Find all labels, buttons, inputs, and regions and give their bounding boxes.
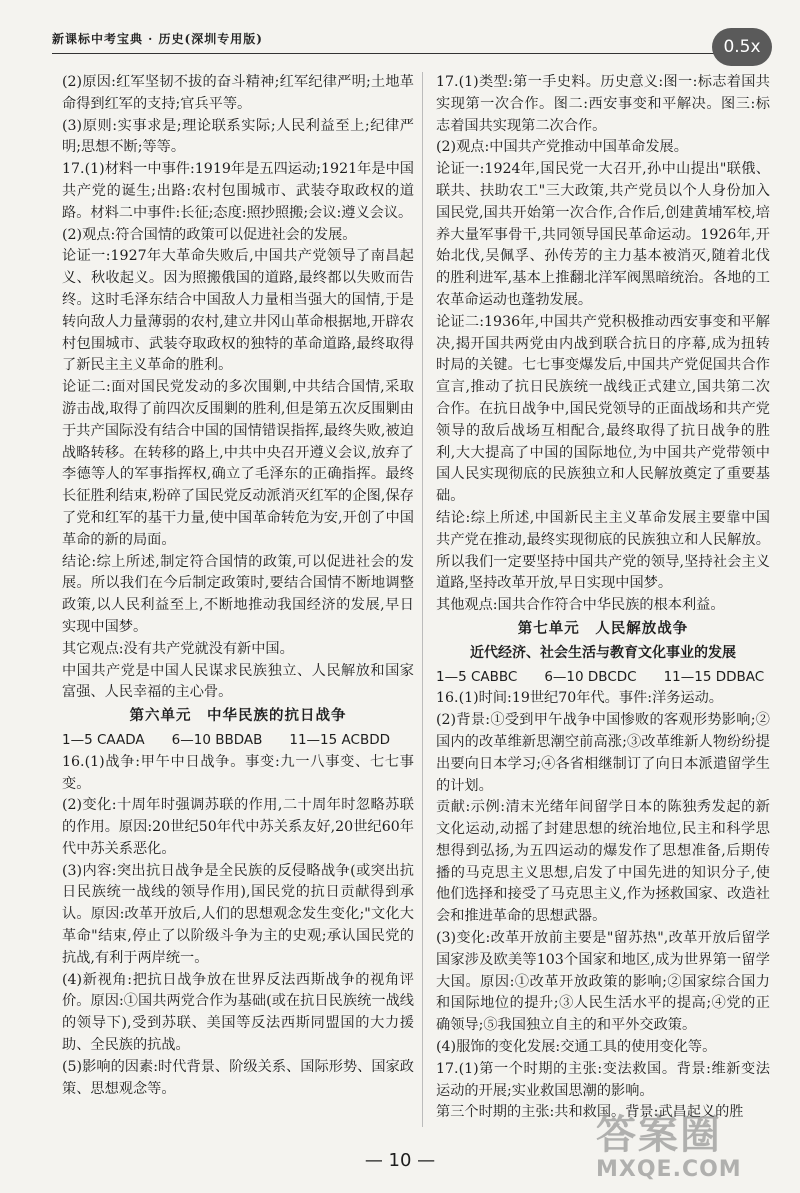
page-number: — 10 — <box>364 1150 436 1171</box>
answer-paragraph: (2)变化:十周年时强调苏联的作用,二十周年时忽略苏联的作用。原因:20世纪50年代中苏关系友好,20世纪60年代中苏关系恶化。 <box>62 797 414 857</box>
answer-paragraph: 16.(1)时间:19世纪70年代。事件:洋务运动。 <box>436 690 723 707</box>
answer-paragraph: (4)服饰的变化发展:交通工具的使用变化等。 <box>436 1039 717 1056</box>
answer-paragraph: 其它观点:没有共产党就没有新中国。 <box>62 640 294 657</box>
answer-paragraph: 论证二:1936年,中国共产党积极推动西安事变和平解决,揭开国共两党由内战到联合抗日的序幕,成为扭转时局的关键。七七事变爆发后,中国共产党促国共合作宣言,推动了抗日民族统一战线正式建立,国共第二次合作。在抗日战争中,国民党领导的正面战场和共产党领导的敌后战场互相配合,最终取得了抗日战争的胜利,大大提高了中国的国际地位,为中国共产党带领中国人民实现彻底的民族独立和人民解放奠定了重要基础。 <box>436 313 770 505</box>
answer-paragraph: 16.(1)战争:甲午中日战争。事变:九一八事变、七七事变。 <box>62 753 414 792</box>
answer-paragraph: 论证一:1924年,国民党一大召开,孙中山提出"联俄、联共、扶助农工"三大政策,共产党员以个人身份加入国民党,国共开始第一次合作,合作后,创建黄埔军校,培养大量军事骨干,共同领导国民革命运动。1926年,开始北伐,吴佩孚、孙传芳的主力基本被消灭,随着北伐的胜利进军,基本上推翻北洋军阀黑暗统治。各地的工农革命运动也蓬勃发展。 <box>436 161 770 308</box>
answer-paragraph: (3)内容:突出抗日战争是全民族的反侵略战争(或突出抗日民族统一战线的领导作用),国民党的抗日贡献得到承认。原因:改革开放后,人们的思想观念发生变化;"文化大革命"结束,停止了以阶级斗争为主的史观;承认国民党的抗战,有利于两岸统一。 <box>62 862 414 966</box>
answer-paragraph: 结论:综上所述,中国新民主主义革命发展主要靠中国共产党在推动,最终实现彻底的民族独立和人民解放。所以我们一定要坚持中国共产党的领导,坚持社会主义道路,坚持改革开放,早日实现中国梦。 <box>436 509 770 592</box>
answer-paragraph: 17.(1)第一个时期的主张:变法救国。背景:维新变法运动的开展;实业救国思潮的影响。 <box>436 1060 770 1099</box>
answer-paragraph: (3)原则:实事求是;理论联系实际;人民利益至上;纪律严明;思想不断;等等。 <box>62 117 414 156</box>
unit-6-choice-answers: 1—5 CAADA 6—10 BBDAB 11—15 ACBDD <box>62 731 390 748</box>
column-divider <box>422 72 423 1127</box>
answer-paragraph: (3)变化:改革开放前主要是"留苏热",改革开放后留学国家涉及欧美等103个国家和地区,成为世界第一留学大国。原因:①改革开放政策的影响;②国家综合国力和国际地位的提升;③人民生活水平的提高;④党的正确领导;⑤我国独立自主的和平外交政策。 <box>436 930 770 1034</box>
playback-speed-button[interactable]: 0.5x <box>712 28 772 66</box>
answer-paragraph: 结论:综上所述,制定符合国情的政策,可以促进社会的发展。所以我们在今后制定政策时,要结合国情不断地调整政策,以人民利益至上,不断地推动我国经济的发展,早日实现中国梦。 <box>62 553 414 635</box>
watermark-url: MXQE.COM <box>596 1157 742 1182</box>
answer-paragraph: 论证二:面对国民党发动的多次围剿,中共结合国情,采取游击战,取得了前四次反围剿的胜利,但是第五次反围剿由于共产国际没有结合中国的国情错误指挥,最终失败,被迫战略转移。在转移的路上,中共中央召开遵义会议,放弃了李德等人的军事指挥权,确立了毛泽东的正确指挥。最终长征胜利结束,粉碎了国民党反动派消灭红军的企图,保存了党和红军的基干力量,使中国革命转危为安,开创了中国革命的新的局面。 <box>62 379 414 548</box>
unit-6-title: 第六单元 中华民族的抗日战争 <box>129 708 347 725</box>
answer-paragraph: 其他观点:国共合作符合中华民族的根本利益。 <box>436 597 725 614</box>
header-rule <box>52 53 752 54</box>
watermark-brand: 答案圈 <box>596 1112 722 1158</box>
answer-paragraph: (2)背景:①受到甲午战争中国惨败的客观形势影响;②国内的改革维新思潮空前高涨;③改革维新人物纷纷提出要向日本学习;④各省相继制订了向日本派遣留学生的计划。 <box>436 712 770 794</box>
answer-paragraph: (2)原因:红军坚韧不拔的奋斗精神;红军纪律严明;土地革命得到红军的支持;官兵平等。 <box>62 74 414 112</box>
answer-paragraph: 17.(1)类型:第一手史料。历史意义:图一:标志着国共实现第一次合作。图二:西安事变和平解决。图三:标志着国共实现第二次合作。 <box>436 74 770 134</box>
unit-7-choice-answers: 1—5 CABBC 6—10 DBCDC 11—15 DDBAC <box>436 668 765 685</box>
answer-paragraph: 贡献:示例:清末光绪年间留学日本的陈独秀发起的新文化运动,动摇了封建思想的统治地位,民主和科学思想得到弘扬,为五四运动的爆发作了思想准备,后期传播的马克思主义思想,启发了中国先进的知识分子,使他们选择和接受了马克思主义,作为拯救国家、改造社会和推进革命的思想武器。 <box>436 799 770 925</box>
answer-paragraph: 17.(1)材料一中事件:1919年是五四运动;1921年是中国共产党的诞生;出路:农村包围城市、武装夺取政权的道路。材料二中事件:长征;态度:照抄照搬;会议:遵义会议。 <box>62 161 414 221</box>
unit-7-subtitle: 近代经济、社会生活与教育文化事业的发展 <box>470 644 736 661</box>
answer-paragraph: (4)新视角:把抗日战争放在世界反法西斯战争的视角评价。原因:①国共两党合作为基础(或在抗日民族统一战线的领导下),受到苏联、美国等反法西斯同盟国的大力援助、全民族的抗战。 <box>62 971 414 1054</box>
answer-paragraph: 第三个时期的主张:共和救国。背景:武昌起义的胜 <box>436 1104 744 1121</box>
unit-7-title: 第七单元 人民解放战争 <box>517 620 689 637</box>
right-column <box>436 72 770 1124</box>
answer-paragraph: (5)影响的因素:时代背景、阶级关系、国际形势、国家政策、思想观念等。 <box>62 1058 414 1097</box>
site-watermark <box>596 1112 786 1186</box>
running-header: 新课标中考宝典 · 历史(深圳专用版) <box>52 32 263 46</box>
left-column <box>62 72 414 1100</box>
answer-paragraph: 中国共产党是中国人民谋求民族独立、人民解放和国家富强、人民幸福的主心骨。 <box>62 662 414 701</box>
answer-paragraph: (2)观点:符合国情的政策可以促进社会的发展。 <box>62 226 357 243</box>
answer-paragraph: 论证一:1927年大革命失败后,中国共产党领导了南昌起义、秋收起义。因为照搬俄国的道路,最终都以失败而告终。这时毛泽东结合中国敌人力量相当强大的国情,于是转向敌人力量薄弱的农村,建立井冈山革命根据地,开辟农村包围城市、武装夺取政权的独特的革命道路,最终取得了新民主主义革命的胜利。 <box>62 248 414 374</box>
answer-paragraph: (2)观点:中国共产党推动中国革命发展。 <box>436 139 688 156</box>
